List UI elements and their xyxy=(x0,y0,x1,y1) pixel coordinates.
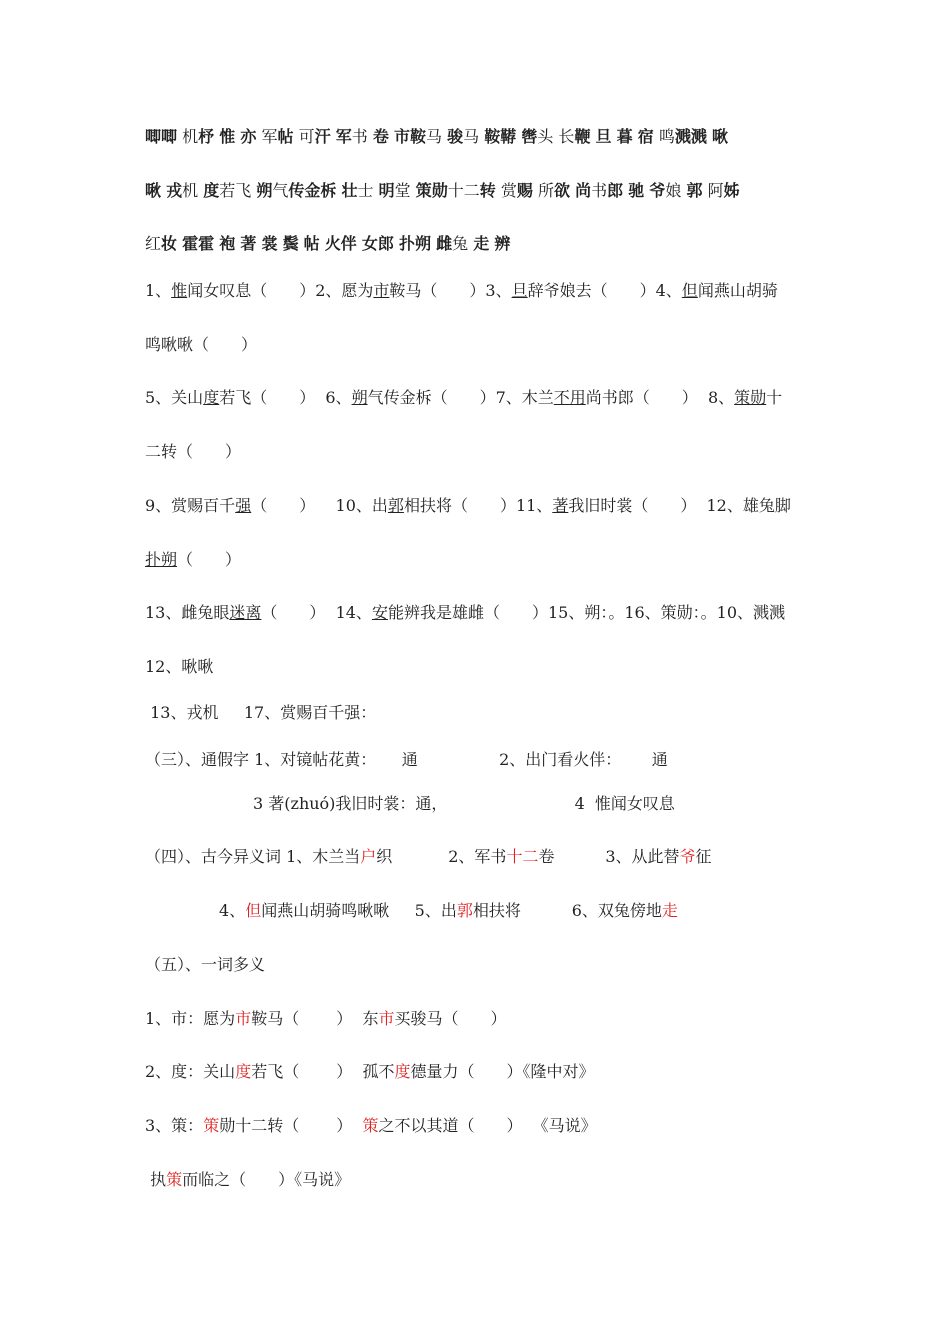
underlined-term: 但 xyxy=(681,281,698,300)
text-segment: 3 著(zhuó)我旧时裳：通， 4 惟闻女叹息 xyxy=(253,794,675,813)
highlighted-term: 户 xyxy=(360,847,377,866)
text-segment: 买骏马（ ） xyxy=(394,1009,507,1028)
bold-term: 骏 xyxy=(447,127,464,146)
text-segment: （三）、通假字 1、对镜帖花黄： 通 2、出门看火伴： 通 xyxy=(145,750,668,769)
text-segment: 德量力（ ）《隆中对》 xyxy=(410,1062,595,1081)
highlighted-term: 市 xyxy=(378,1009,395,1028)
highlighted-term: 度 xyxy=(235,1062,252,1081)
exercise-line-2 xyxy=(145,335,257,355)
text-segment: 2、度：关山 xyxy=(145,1062,236,1081)
vocab-line-2 xyxy=(145,181,740,201)
bold-term: 鞭 xyxy=(574,127,591,146)
text-segment: 二转（ ） xyxy=(145,442,242,461)
bold-term: 壮 xyxy=(341,181,358,200)
underlined-term: 郭 xyxy=(387,496,404,515)
bold-term: 暮 xyxy=(616,127,633,146)
exercise-line-9 xyxy=(145,703,376,723)
bold-term: 戎 xyxy=(166,181,183,200)
text-segment: 5、关山 xyxy=(145,388,204,407)
bold-term: 扑朔 xyxy=(399,234,432,253)
bold-term: 帖 xyxy=(277,127,294,146)
text-segment: 可 xyxy=(298,127,315,146)
underlined-term: 策勋 xyxy=(734,388,767,407)
bold-term: 帖 xyxy=(303,234,320,253)
bold-term: 鬓 xyxy=(282,234,299,253)
bold-term: 辨 xyxy=(494,234,511,253)
text-segment: 相扶将（ ）11、 xyxy=(403,496,553,515)
bold-term: 走 xyxy=(473,234,490,253)
duoyi-title xyxy=(145,955,265,975)
text-segment: 马 xyxy=(425,127,442,146)
text-segment: 马 xyxy=(463,127,480,146)
highlighted-term: 策 xyxy=(362,1116,379,1135)
text-segment: 勋十二转（ ） xyxy=(219,1116,363,1135)
text-segment: （ ） xyxy=(177,550,242,569)
bold-term: 啾 xyxy=(712,127,729,146)
text-segment: 气传金柝（ ）7、木兰 xyxy=(367,388,554,407)
text-segment: 兔 xyxy=(452,234,469,253)
underlined-term: 朔 xyxy=(351,388,368,407)
highlighted-term: 市 xyxy=(235,1009,252,1028)
bold-term: 溅溅 xyxy=(674,127,707,146)
bold-term: 驰 xyxy=(628,181,645,200)
underlined-term: 市 xyxy=(373,281,390,300)
text-segment: 闻燕山胡骑鸣啾啾 5、出 xyxy=(261,901,457,920)
text-segment: 若飞 xyxy=(219,181,252,200)
bold-term: 袍 xyxy=(219,234,236,253)
text-segment: 头 xyxy=(537,127,554,146)
text-segment: 13、戎机 17、赏赐百千强： xyxy=(145,703,377,722)
exercise-line-4 xyxy=(145,442,241,462)
highlighted-term: 但 xyxy=(245,901,262,920)
duoyi-line-3 xyxy=(145,1116,597,1136)
text-segment: 相扶将 6、双兔傍地 xyxy=(472,901,662,920)
text-segment: 闻燕山胡骑 xyxy=(697,281,778,300)
text-segment: 4、 xyxy=(219,901,246,920)
text-segment: 长 xyxy=(558,127,575,146)
bold-term: 卷 xyxy=(372,127,389,146)
underlined-term: 惟 xyxy=(171,281,188,300)
bold-term: 火伴 xyxy=(324,234,357,253)
text-segment: 鞍马（ ） 东 xyxy=(251,1009,379,1028)
bold-term: 著 xyxy=(240,234,257,253)
bold-term: 郎 xyxy=(607,181,624,200)
text-segment: 之不以其道（ ） 《马说》 xyxy=(378,1116,597,1135)
gujin-line-1 xyxy=(145,847,712,867)
underlined-term: 旦 xyxy=(511,281,528,300)
highlighted-term: 策 xyxy=(203,1116,220,1135)
text-segment: 尚书郎（ ） 8、 xyxy=(585,388,735,407)
bold-term: 妆 xyxy=(161,234,178,253)
bold-term: 惟 xyxy=(219,127,236,146)
exercise-line-6 xyxy=(145,550,241,570)
text-segment: 13、雌兔眼 xyxy=(145,603,230,622)
vocab-line-3 xyxy=(145,234,510,254)
gujin-line-2 xyxy=(219,901,678,921)
bold-term: 赐 xyxy=(516,181,533,200)
text-segment: 若飞（ ） 6、 xyxy=(219,388,352,407)
underlined-term: 度 xyxy=(203,388,220,407)
bold-term: 策勋 xyxy=(415,181,448,200)
bold-term: 鞍鞯 xyxy=(484,127,517,146)
text-segment: 9、赏赐百千 xyxy=(145,496,236,515)
bold-term: 姊 xyxy=(723,181,740,200)
text-segment: 书 xyxy=(591,181,608,200)
highlighted-term: 策 xyxy=(166,1170,183,1189)
text-segment: 军 xyxy=(261,127,278,146)
bold-term: 度 xyxy=(203,181,220,200)
bold-term: 啾 xyxy=(145,181,162,200)
highlighted-term: 走 xyxy=(661,901,678,920)
bold-term: 郭 xyxy=(686,181,703,200)
text-segment: 红 xyxy=(145,234,162,253)
text-segment: 十二 xyxy=(447,181,480,200)
highlighted-term: 十二 xyxy=(506,847,539,866)
text-segment: （ ） 10、出 xyxy=(251,496,388,515)
exercise-line-3 xyxy=(145,388,782,408)
tongjia-line-2 xyxy=(253,794,675,814)
text-segment: 而临之（ ）《马说》 xyxy=(182,1170,351,1189)
underlined-term: 著 xyxy=(552,496,569,515)
text-segment: 1、 xyxy=(145,281,172,300)
bold-term: 旦 xyxy=(595,127,612,146)
bold-term: 传金柝 xyxy=(288,181,337,200)
tongjia-line-1 xyxy=(145,750,668,770)
text-segment: 机 xyxy=(182,127,199,146)
bold-term: 辔 xyxy=(521,127,538,146)
text-segment: 鞍马（ ）3、 xyxy=(389,281,512,300)
bold-term: 霍霍 xyxy=(182,234,215,253)
duoyi-line-1 xyxy=(145,1009,507,1029)
bold-term: 亦 xyxy=(240,127,257,146)
text-segment: 12、啾啾 xyxy=(145,657,214,676)
bold-term: 女郎 xyxy=(361,234,394,253)
highlighted-term: 度 xyxy=(394,1062,411,1081)
text-segment: 阿 xyxy=(707,181,724,200)
text-segment: 书 xyxy=(351,127,368,146)
bold-term: 裳 xyxy=(261,234,278,253)
highlighted-term: 爷 xyxy=(679,847,696,866)
text-segment: （ ） 14、 xyxy=(261,603,372,622)
text-segment: 3、策： xyxy=(145,1116,204,1135)
bold-term: 爷 xyxy=(649,181,666,200)
text-segment: 辞爷娘去（ ）4、 xyxy=(527,281,682,300)
text-segment: 闻女叹息（ ）2、愿为 xyxy=(187,281,374,300)
text-segment: （四）、古今异义词 1、木兰当 xyxy=(145,847,361,866)
bold-term: 尚 xyxy=(575,181,592,200)
text-segment: 执 xyxy=(145,1170,167,1189)
bold-term: 雌 xyxy=(436,234,453,253)
text-segment: 赏 xyxy=(500,181,517,200)
text-segment: 机 xyxy=(182,181,199,200)
underlined-term: 强 xyxy=(235,496,252,515)
bold-term: 唧唧 xyxy=(145,127,178,146)
exercise-line-7 xyxy=(145,603,785,623)
text-segment: 1、市：愿为 xyxy=(145,1009,236,1028)
exercise-line-1 xyxy=(145,281,778,301)
duoyi-line-2 xyxy=(145,1062,595,1082)
text-segment: 堂 xyxy=(394,181,411,200)
duoyi-line-4 xyxy=(145,1170,350,1190)
exercise-line-5 xyxy=(145,496,791,516)
text-segment: 鸣啾啾（ ） xyxy=(145,335,258,354)
bold-term: 欲 xyxy=(554,181,571,200)
text-segment: 气 xyxy=(272,181,289,200)
text-segment: 鸣 xyxy=(658,127,675,146)
highlighted-term: 郭 xyxy=(456,901,473,920)
bold-term: 宿 xyxy=(637,127,654,146)
text-segment: 征 xyxy=(695,847,712,866)
bold-term: 朔 xyxy=(256,181,273,200)
text-segment: 卷 3、从此替 xyxy=(538,847,680,866)
text-segment: 十 xyxy=(766,388,783,407)
bold-term: 杼 xyxy=(198,127,215,146)
underlined-term: 安 xyxy=(371,603,388,622)
vocab-line-1 xyxy=(145,127,728,147)
bold-term: 市鞍 xyxy=(393,127,426,146)
bold-term: 军 xyxy=(335,127,352,146)
bold-term: 明 xyxy=(378,181,395,200)
underlined-term: 迷离 xyxy=(229,603,262,622)
text-segment: 能辨我是雄雌（ ）15、朔：。16、策勋：。10、溅溅 xyxy=(387,603,786,622)
text-segment: 士 xyxy=(357,181,374,200)
underlined-term: 扑朔 xyxy=(145,550,178,569)
bold-term: 汗 xyxy=(314,127,331,146)
exercise-line-8 xyxy=(145,657,213,677)
text-segment: 娘 xyxy=(665,181,682,200)
text-segment: （五）、一词多义 xyxy=(145,955,266,974)
text-segment: 若飞（ ） 孤不 xyxy=(251,1062,395,1081)
bold-term: 转 xyxy=(479,181,496,200)
text-segment: 织 2、军书 xyxy=(376,847,507,866)
text-segment: 我旧时裳（ ） 12、雄兔脚 xyxy=(568,496,791,515)
text-segment: 所 xyxy=(538,181,555,200)
underlined-term: 不用 xyxy=(553,388,586,407)
